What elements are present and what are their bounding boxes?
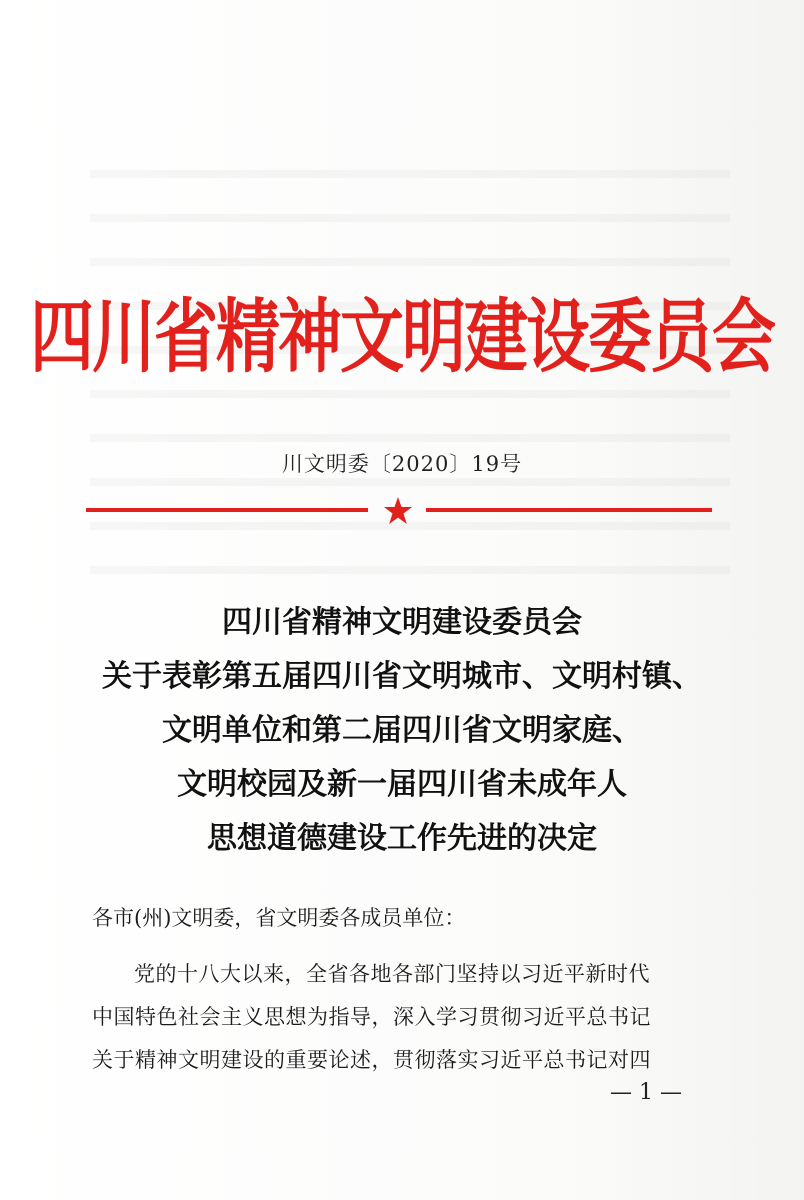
body-line: 党的十八大以来，全省各地各部门坚持以习近平新时代 xyxy=(134,962,650,986)
title-line: 四川省精神文明建设委员会 xyxy=(222,605,582,640)
body-paragraph xyxy=(92,953,712,1082)
document-title xyxy=(0,596,804,866)
title-line: 文明校园及新一届四川省未成年人 xyxy=(177,767,627,802)
divider-line-right xyxy=(426,508,712,512)
red-divider xyxy=(86,496,712,526)
document-number: 川文明委〔2020〕19号 xyxy=(281,452,523,476)
body-line: 中国特色社会主义思想为指导，深入学习贯彻习近平总书记 xyxy=(92,1005,651,1029)
title-line: 思想道德建设工作先进的决定 xyxy=(207,821,597,856)
title-line: 文明单位和第二届四川省文明家庭、 xyxy=(162,713,642,748)
salutation: 各市(州)文明委，省文明委各成员单位： xyxy=(92,906,466,930)
star-icon xyxy=(383,496,413,526)
issuer-header: 四川省精神文明建设委员会 xyxy=(30,290,774,385)
title-line: 关于表彰第五届四川省文明城市、文明村镇、 xyxy=(102,659,702,694)
divider-line-left xyxy=(86,508,368,512)
body-line: 关于精神文明建设的重要论述，贯彻落实习近平总书记对四 xyxy=(92,1048,651,1072)
page-number: — 1 — xyxy=(610,1080,682,1105)
